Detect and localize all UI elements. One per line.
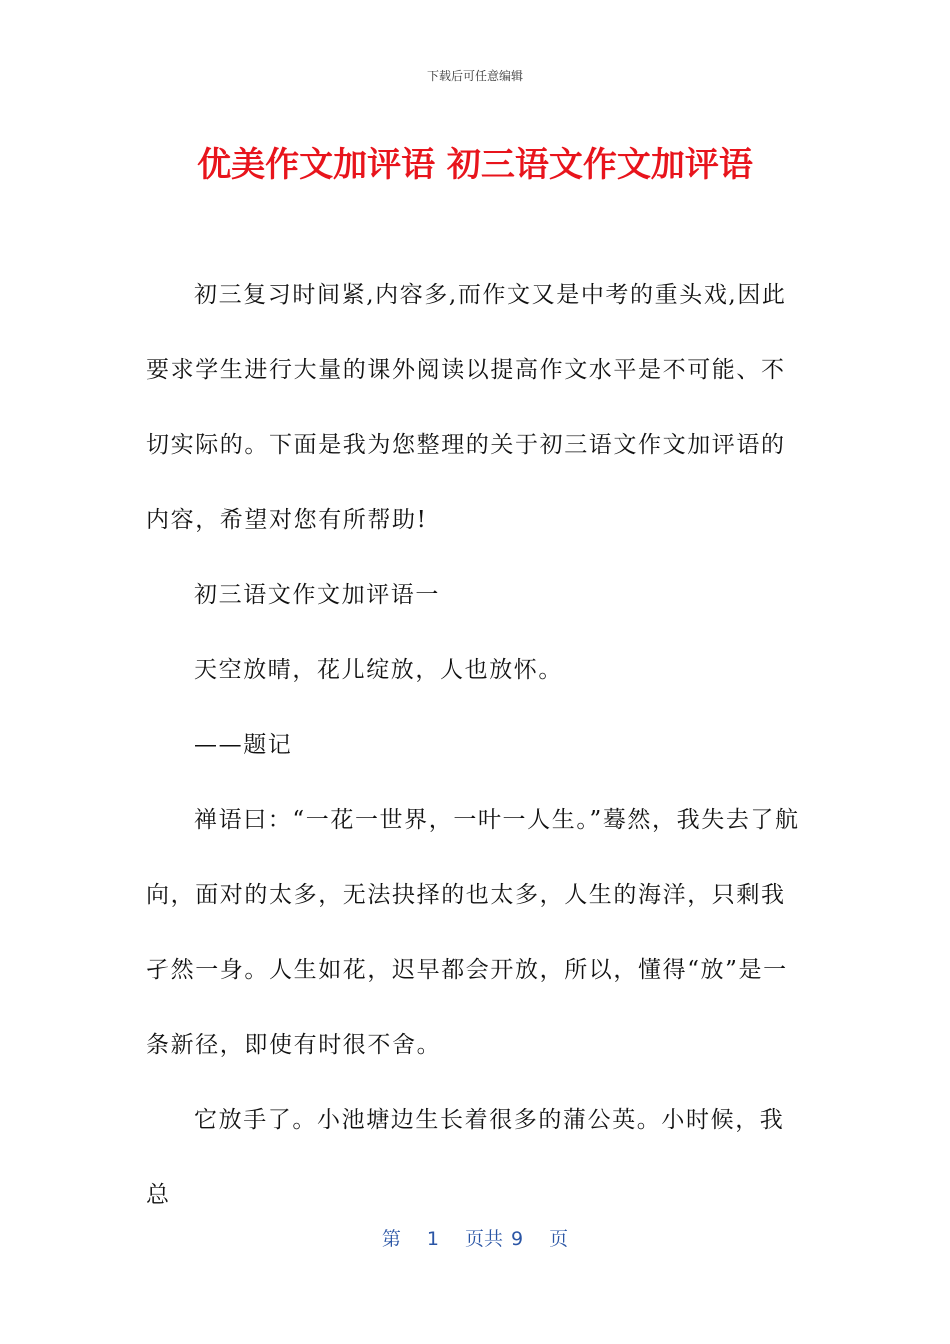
opening-line: 天空放晴，花儿绽放，人也放怀。 <box>194 657 563 683</box>
page-header-note: 下载后可任意编辑 <box>426 69 523 83</box>
body-paragraph: 禅语曰：“一花一世界，一叶一人生。”蓦然，我失去了航向，面对的太多，无法抉择的也太多，人生的海洋，只剩我孑然一身。人生如花，迟早都会开放，所以，懂得“放”是一条新径，即使有时很不舍。 <box>146 807 800 1058</box>
page-number-footer <box>0 1226 950 1252</box>
page-suffix: 页 <box>549 1228 569 1250</box>
intro-paragraph: 初三复习时间紧,内容多,而作文又是中考的重头戏,因此要求学生进行大量的课外阅读以提高作文水平是不可能、不切实际的。下面是我为您整理的关于初三语文作文加评语的内容，希望对您有所帮助! <box>146 282 787 533</box>
body-paragraph: 它放手了。小池塘边生长着很多的蒲公英。小时候，我总 <box>146 1107 785 1208</box>
document-body <box>146 258 806 1233</box>
page-prefix: 第 <box>381 1228 401 1250</box>
document-title: 优美作文加评语 初三语文作文加评语 <box>197 145 753 185</box>
current-page: 1 <box>426 1228 439 1250</box>
section-heading: 初三语文作文加评语一 <box>194 582 440 608</box>
total-pages: 9 <box>511 1228 524 1250</box>
epigraph-note: ——题记 <box>194 732 293 758</box>
page-mid: 页共 <box>464 1228 503 1250</box>
